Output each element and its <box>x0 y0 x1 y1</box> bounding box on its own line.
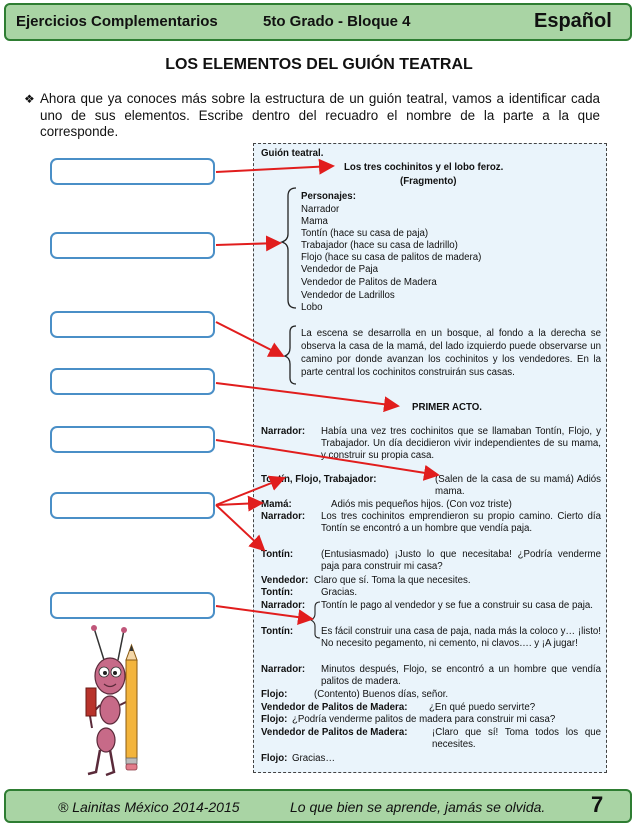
header-subject: Español <box>534 10 612 32</box>
brace-scene <box>285 326 296 384</box>
dialogue-text: (Entusiasmado) ¡Justo lo que necesitaba! ¿Podría venderme paja para construir mi casa? <box>321 549 601 572</box>
character-item: Vendedor de Paja <box>301 264 379 275</box>
characters-heading: Personajes: <box>301 191 356 202</box>
dialogue-text: Minutos después, Flojo, se encontró a un hombre que vendía palitos de madera. <box>321 664 601 687</box>
arrow-to-title <box>216 166 333 172</box>
dialogue-text: Gracias… <box>292 753 336 764</box>
speaker-label: Tontín, Flojo, Trabajador: <box>261 474 377 485</box>
dialogue-text: Gracias. <box>321 587 358 598</box>
character-item: Vendedor de Ladrillos <box>301 290 395 301</box>
dialogue-text: Adiós mis pequeños hijos. (Con voz triste) <box>331 499 512 510</box>
dialogue-text: (Salen de la casa de su mamá) Adiós mama. <box>435 474 601 497</box>
scene-description: La escena se desarrolla en un bosque, al fondo a la derecha se observa la casa de la mamá, del lado izquierdo puede observarse un camino por donde avanzan los cochinitos y los vendedores. En la parte central los cochinitos construirán sus casas. <box>301 328 601 378</box>
arrow-to-speaker-3 <box>216 505 264 550</box>
speaker-label: Tontín: <box>261 626 294 637</box>
page-title: LOS ELEMENTOS DEL GUIÓN TEATRAL <box>165 56 473 73</box>
character-item: Flojo (hace su casa de palitos de madera) <box>301 252 482 263</box>
speaker-label: Flojo: <box>261 689 288 700</box>
speaker-label: Tontín: <box>261 587 294 598</box>
arrow-to-characters <box>216 243 280 245</box>
character-item: Narrador <box>301 204 340 215</box>
footer-motto: Lo que bien se aprende, jamás se olvida. <box>290 799 546 815</box>
speaker-label: Vendedor de Palitos de Madera: <box>261 702 408 713</box>
speaker-label: Narrador: <box>261 600 306 611</box>
header-grade: 5to Grado - Bloque 4 <box>263 13 411 30</box>
speaker-label: Vendedor de Palitos de Madera: <box>261 727 408 738</box>
speaker-label: Tontín: <box>261 549 294 560</box>
arrow-to-scene <box>216 322 283 356</box>
character-item: Trabajador (hace su casa de ladrillo) <box>301 240 458 251</box>
arrow-to-dialogue <box>216 440 438 475</box>
script-label: Guión teatral. <box>261 148 324 159</box>
brace-characters <box>282 188 296 308</box>
dialogue-text: Los tres cochinitos emprendieron su propio camino. Cierto día Tontín se encontró a un hombre que vendía paja. <box>321 511 601 534</box>
footer-copyright: ® Lainitas México 2014-2015 <box>58 799 240 815</box>
dialogue-text: (Contento) Buenos días, señor. <box>314 689 449 700</box>
speaker-label: Narrador: <box>261 511 306 522</box>
dialogue-text: Claro que sí. Toma la que necesites. <box>314 575 471 586</box>
dialogue-text: ¿Podría venderme palitos de madera para construir mi casa? <box>292 714 556 725</box>
character-item: Mama <box>301 216 328 227</box>
ant-mascot-icon <box>86 625 137 775</box>
speaker-label: Flojo: <box>261 714 288 725</box>
play-title: Los tres cochinitos y el lobo feroz. <box>344 162 504 173</box>
dialogue-text: ¡Claro que sí! Toma todos los que necesites. <box>432 727 601 750</box>
arrow-to-speaker-1 <box>216 478 284 505</box>
arrows <box>216 166 438 619</box>
instruction-text: ❖ Ahora que ya conoces más sobre la estructura de un guión teatral, vamos a identificar cada uno de sus elementos. Escribe dentro del recuadro el nombre de la parte a la que corresponde. <box>24 91 600 139</box>
page-number: 7 <box>591 792 604 817</box>
dialogue-text: ¿En qué puedo servirte? <box>429 702 536 713</box>
dialogue-text: Tontín le pago al vendedor y se fue a construir su casa de paja. <box>321 600 593 611</box>
fragment-label: (Fragmento) <box>400 176 457 187</box>
speaker-label: Vendedor: <box>261 575 309 586</box>
speaker-label: Flojo: <box>261 753 288 764</box>
character-item: Lobo <box>301 302 323 313</box>
speaker-label: Narrador: <box>261 426 306 437</box>
diamond-bullet-icon: ❖ <box>24 92 35 106</box>
arrow-to-act <box>216 383 398 406</box>
arrow-to-stage-direction <box>216 606 312 619</box>
dialogue-text: Había una vez tres cochinitos que se llamaban Tontín, Flojo, y Trabajador. Un día decidieron vivir independientes de su mama, y construir su propia casa. <box>321 426 601 461</box>
page-footer <box>4 789 632 823</box>
character-item: Tontín (hace su casa de paja) <box>301 228 429 239</box>
act-heading: PRIMER ACTO. <box>412 402 482 413</box>
pencil-icon <box>126 645 137 770</box>
speaker-label: Mamá: <box>261 499 292 510</box>
character-item: Vendedor de Palitos de Madera <box>301 277 437 288</box>
header-subject-series: Ejercicios Complementarios <box>16 13 218 30</box>
dialogue-text: Es fácil construir una casa de paja, nada más la coloco y… ¡listo! No necesito pegamento, ni cemento, ni clavos…. y ¡A jugar! <box>321 626 601 649</box>
brace-dialogue <box>311 602 320 638</box>
speaker-label: Narrador: <box>261 664 306 675</box>
